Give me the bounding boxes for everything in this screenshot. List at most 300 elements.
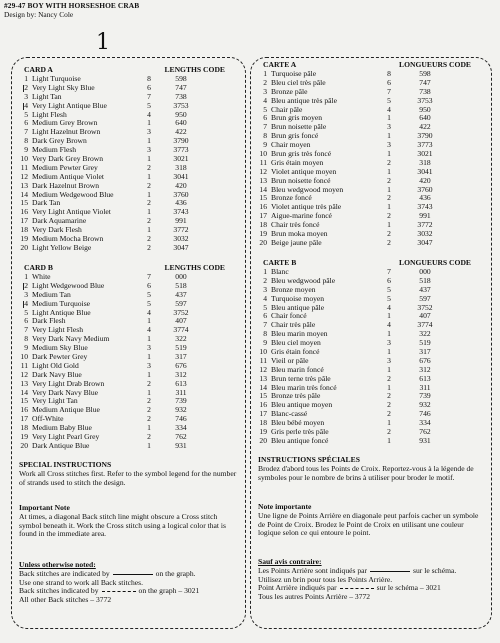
color-code: 3021 bbox=[417, 149, 433, 159]
color-code: 3041 bbox=[173, 171, 189, 181]
length-value: 1 bbox=[147, 423, 151, 433]
color-name: Medium Wedgewood Blue bbox=[32, 189, 114, 199]
row-index: 2 bbox=[263, 77, 267, 87]
color-name: Aigue-marine foncé bbox=[271, 211, 332, 221]
row-index: 3 bbox=[263, 284, 267, 294]
color-name: Bronze très pâle bbox=[271, 391, 321, 401]
row-index: 10 bbox=[20, 352, 28, 362]
color-code: 312 bbox=[175, 369, 187, 379]
row-index: 9 bbox=[24, 145, 28, 155]
row-index: 5 bbox=[24, 307, 28, 317]
row-index: 7 bbox=[24, 127, 28, 137]
color-name: Very Dark Flesh bbox=[32, 225, 82, 235]
length-value: 1 bbox=[387, 382, 391, 392]
length-value: 1 bbox=[387, 113, 391, 123]
row-index: 10 bbox=[259, 347, 267, 357]
length-value: 1 bbox=[147, 189, 151, 199]
solid-line-symbol bbox=[113, 574, 153, 575]
color-name: Beige jaune pâle bbox=[271, 237, 322, 247]
color-name: Light Hazelnut Brown bbox=[32, 127, 101, 137]
row-index: 11 bbox=[20, 162, 28, 172]
row-index: 19 bbox=[20, 234, 28, 244]
color-name: Medium Antique Violet bbox=[32, 171, 104, 181]
length-value: 2 bbox=[147, 432, 151, 442]
color-code: 322 bbox=[175, 334, 187, 344]
color-name: Brun noisette foncé bbox=[271, 175, 331, 185]
length-value: 3 bbox=[387, 140, 391, 150]
color-code: 738 bbox=[419, 86, 431, 96]
color-name: Light Antique Blue bbox=[32, 307, 91, 317]
length-value: 1 bbox=[147, 225, 151, 235]
color-code: 931 bbox=[175, 440, 187, 450]
color-code: 518 bbox=[175, 280, 187, 290]
length-value: 5 bbox=[147, 289, 151, 299]
color-code: 3774 bbox=[417, 320, 433, 330]
row-index: 10 bbox=[20, 154, 28, 164]
length-value: 5 bbox=[147, 298, 151, 308]
color-code: 991 bbox=[419, 211, 431, 221]
row-index: 5 bbox=[24, 109, 28, 119]
length-value: 1 bbox=[147, 440, 151, 450]
color-name: Light Old Gold bbox=[32, 360, 79, 370]
row-index: 18 bbox=[259, 220, 267, 230]
carte-a-section bbox=[257, 60, 485, 248]
margin-mark-icon bbox=[23, 85, 24, 92]
color-code: 422 bbox=[175, 127, 187, 137]
row-index: 15 bbox=[259, 391, 267, 401]
row-index: 1 bbox=[24, 272, 28, 281]
length-value: 3 bbox=[147, 145, 151, 155]
length-value: 2 bbox=[147, 216, 151, 226]
length-value: 3 bbox=[147, 127, 151, 137]
color-name: Medium Flesh bbox=[32, 145, 77, 155]
color-name: Bleu antique très pâle bbox=[271, 95, 338, 105]
carte-b-header bbox=[257, 258, 485, 268]
carte-b-rows bbox=[257, 268, 485, 446]
color-code: 598 bbox=[175, 74, 187, 83]
color-name: Bronze moyen bbox=[271, 284, 316, 294]
color-name: Medium Mocha Brown bbox=[32, 234, 104, 244]
color-code: 3752 bbox=[417, 302, 433, 312]
color-name: Bleu bébé moyen bbox=[271, 418, 325, 428]
length-value: 1 bbox=[387, 311, 391, 321]
margin-mark-icon bbox=[23, 103, 24, 110]
length-value: 1 bbox=[147, 171, 151, 181]
color-code: 437 bbox=[175, 289, 187, 299]
length-value: 5 bbox=[147, 100, 151, 110]
row-index: 4 bbox=[24, 100, 28, 110]
length-value: 1 bbox=[387, 329, 391, 339]
color-code: 3047 bbox=[417, 237, 433, 247]
color-name: Light Wedgewood Blue bbox=[32, 280, 105, 290]
length-value: 1 bbox=[147, 369, 151, 379]
note-importante bbox=[258, 503, 483, 538]
row-index: 9 bbox=[263, 338, 267, 348]
color-code: 747 bbox=[419, 77, 431, 87]
color-code: 3032 bbox=[173, 234, 189, 244]
row-index: 17 bbox=[20, 414, 28, 424]
color-code: 311 bbox=[419, 382, 431, 392]
backstitch-line-2-fr: Utilisez un brin pour tous les Points Arrière. bbox=[258, 574, 393, 584]
color-code: 3752 bbox=[173, 307, 189, 317]
length-value: 1 bbox=[387, 166, 391, 176]
color-code: 932 bbox=[175, 405, 187, 415]
color-name: Violet antique très pâle bbox=[271, 202, 342, 212]
color-name: Bleu antique moyen bbox=[271, 400, 333, 410]
color-name: Dark Tan bbox=[32, 198, 61, 208]
row-index: 15 bbox=[20, 198, 28, 208]
row-index: 5 bbox=[263, 302, 267, 312]
color-code: 318 bbox=[175, 162, 187, 172]
row-index: 1 bbox=[24, 74, 28, 83]
color-name: Medium Turquoise bbox=[32, 298, 91, 308]
color-name: Bleu marin moyen bbox=[271, 329, 328, 339]
length-value: 2 bbox=[147, 198, 151, 208]
length-value: 6 bbox=[147, 280, 151, 290]
color-code: 597 bbox=[175, 298, 187, 308]
color-code: 3753 bbox=[173, 100, 189, 110]
color-code: 318 bbox=[419, 157, 431, 167]
row-index: 18 bbox=[259, 418, 267, 428]
length-value: 2 bbox=[147, 414, 151, 424]
length-value: 1 bbox=[147, 207, 151, 217]
color-name: Off-White bbox=[32, 414, 64, 424]
color-name: Blanc bbox=[271, 267, 289, 276]
special-heading: SPECIAL INSTRUCTIONS bbox=[19, 460, 112, 469]
color-name: Medium Baby Blue bbox=[32, 423, 92, 433]
color-name: Chair foncé bbox=[271, 311, 307, 321]
color-name: Medium Tan bbox=[32, 289, 71, 299]
color-code: 640 bbox=[175, 118, 187, 128]
color-name: Very Light Flesh bbox=[32, 325, 84, 335]
color-name: Very Dark Navy Blue bbox=[32, 387, 99, 397]
row-index: 11 bbox=[259, 355, 267, 365]
carte-a-rows bbox=[257, 70, 485, 248]
length-value: 2 bbox=[387, 237, 391, 247]
length-value: 8 bbox=[387, 69, 391, 78]
color-name: Blanc-cassé bbox=[271, 409, 308, 419]
row-index: 14 bbox=[20, 189, 28, 199]
color-code: 640 bbox=[419, 113, 431, 123]
color-name: Vieil or pâle bbox=[271, 355, 309, 365]
color-name: Bleu ciel très pâle bbox=[271, 77, 326, 87]
length-value: 5 bbox=[387, 95, 391, 105]
special-text: Work all Cross stitches first. Refer to the symbol legend for the number of strands used to stitch the design. bbox=[19, 468, 237, 487]
color-name: Very Dark Grey Brown bbox=[32, 154, 104, 164]
french-panel bbox=[250, 57, 492, 629]
color-name: Bleu antique pâle bbox=[271, 302, 325, 312]
length-value: 7 bbox=[147, 91, 151, 101]
color-code: 613 bbox=[175, 378, 187, 388]
color-code: 3041 bbox=[417, 166, 433, 176]
length-value: 4 bbox=[147, 325, 151, 335]
unless-heading-fr: Sauf avis contraire: bbox=[258, 557, 322, 566]
color-name: Medium Antique Blue bbox=[32, 405, 100, 415]
color-name: Bleu antique foncé bbox=[271, 435, 329, 445]
length-value: 4 bbox=[387, 302, 391, 312]
color-code: 334 bbox=[419, 418, 431, 428]
length-value: 1 bbox=[387, 202, 391, 212]
length-value: 1 bbox=[387, 184, 391, 194]
length-value: 1 bbox=[387, 418, 391, 428]
row-index: 18 bbox=[20, 225, 28, 235]
color-code: 762 bbox=[175, 432, 187, 442]
row-index: 2 bbox=[24, 82, 28, 92]
color-code: 519 bbox=[175, 343, 187, 353]
color-name: Light Tan bbox=[32, 91, 62, 101]
backstitch-line-3-fr: Point Arrière indiqués par sur le schéma – 3021 bbox=[258, 583, 441, 593]
color-code: 3773 bbox=[417, 140, 433, 150]
card-a-columns: LENGTHS CODE bbox=[164, 65, 225, 74]
length-value: 1 bbox=[387, 347, 391, 357]
color-code: 3774 bbox=[173, 325, 189, 335]
carte-a-title: CARTE A bbox=[263, 60, 297, 69]
color-name: Dark Flesh bbox=[32, 316, 66, 326]
color-name: Very Light Sky Blue bbox=[32, 82, 95, 92]
row-index: 15 bbox=[259, 193, 267, 203]
color-code: 676 bbox=[175, 360, 187, 370]
color-name: Medium Pewter Grey bbox=[32, 162, 98, 172]
color-code: 420 bbox=[419, 175, 431, 185]
color-code: 436 bbox=[175, 198, 187, 208]
length-value: 2 bbox=[147, 180, 151, 190]
length-value: 1 bbox=[147, 136, 151, 146]
row-index: 20 bbox=[20, 242, 28, 252]
card-a-title: CARD A bbox=[24, 65, 53, 74]
row-index: 16 bbox=[20, 207, 28, 217]
row-index: 14 bbox=[259, 184, 267, 194]
page-number: 1 bbox=[96, 30, 110, 55]
row-index: 4 bbox=[24, 298, 28, 308]
length-value: 2 bbox=[387, 391, 391, 401]
length-value: 1 bbox=[147, 154, 151, 164]
color-name: Brun gris foncé bbox=[271, 131, 319, 141]
backstitch-line-4: All other Back stitches – 3772 bbox=[19, 595, 112, 605]
color-code: 437 bbox=[419, 284, 431, 294]
color-code: 317 bbox=[419, 347, 431, 357]
length-value: 2 bbox=[387, 373, 391, 383]
length-value: 6 bbox=[387, 275, 391, 285]
color-code: 739 bbox=[419, 391, 431, 401]
length-value: 1 bbox=[387, 149, 391, 159]
length-value: 2 bbox=[147, 234, 151, 244]
length-value: 2 bbox=[147, 396, 151, 406]
color-code: 950 bbox=[419, 104, 431, 114]
color-name: Dark Hazelnut Brown bbox=[32, 180, 100, 190]
row-index: 7 bbox=[263, 122, 267, 132]
card-b-section bbox=[18, 263, 239, 451]
color-name: Chair très foncé bbox=[271, 220, 320, 230]
color-name: Brun gris moyen bbox=[271, 113, 323, 123]
color-name: Gris étain moyen bbox=[271, 157, 324, 167]
length-value: 1 bbox=[387, 435, 391, 445]
row-index: 14 bbox=[259, 382, 267, 392]
color-name: Dark Navy Blue bbox=[32, 369, 82, 379]
color-row bbox=[257, 239, 485, 248]
color-code: 3790 bbox=[417, 131, 433, 141]
length-value: 2 bbox=[387, 193, 391, 203]
row-index: 17 bbox=[259, 211, 267, 221]
color-code: 762 bbox=[419, 427, 431, 437]
length-value: 5 bbox=[387, 284, 391, 294]
card-a-section bbox=[18, 65, 239, 253]
card-b-columns: LENGTHS CODE bbox=[164, 263, 225, 272]
card-b-title: CARD B bbox=[24, 263, 53, 272]
backstitch-line-1: Back stitches are indicated by on the graph. bbox=[19, 568, 196, 578]
row-index: 12 bbox=[20, 171, 28, 181]
designer-credit: Design by: Nancy Cole bbox=[4, 9, 74, 19]
row-index: 6 bbox=[24, 118, 28, 128]
backstitch-line-1-fr: Les Points Arrière sont indiqués par sur le schéma. bbox=[258, 565, 457, 575]
color-name: Bronze foncé bbox=[271, 193, 312, 203]
row-index: 17 bbox=[259, 409, 267, 419]
color-name: Bleu wedgwood pâle bbox=[271, 275, 336, 285]
row-index: 19 bbox=[259, 229, 267, 239]
color-name: Light Turquoise bbox=[32, 74, 81, 83]
card-a-rows bbox=[18, 75, 239, 253]
card-b-header bbox=[18, 263, 239, 273]
row-index: 2 bbox=[24, 280, 28, 290]
row-index: 13 bbox=[259, 373, 267, 383]
length-value: 3 bbox=[387, 122, 391, 132]
row-index: 20 bbox=[259, 237, 267, 247]
color-code: 312 bbox=[419, 364, 431, 374]
margin-mark-icon bbox=[23, 301, 24, 308]
color-code: 3760 bbox=[417, 184, 433, 194]
color-code: 000 bbox=[175, 272, 187, 281]
length-value: 4 bbox=[387, 320, 391, 330]
unless-heading: Unless otherwise noted: bbox=[19, 560, 96, 569]
backstitch-line-2: Use one strand to work all Back stitches. bbox=[19, 577, 144, 587]
row-index: 13 bbox=[20, 180, 28, 190]
color-code: 991 bbox=[175, 216, 187, 226]
row-index: 12 bbox=[259, 166, 267, 176]
row-index: 8 bbox=[24, 334, 28, 344]
dashed-line-symbol bbox=[102, 591, 136, 592]
color-code: 518 bbox=[419, 275, 431, 285]
row-index: 12 bbox=[259, 364, 267, 374]
color-name: Very Light Pearl Grey bbox=[32, 432, 100, 442]
row-index: 13 bbox=[20, 378, 28, 388]
header bbox=[4, 2, 139, 19]
color-code: 747 bbox=[175, 82, 187, 92]
length-value: 2 bbox=[147, 405, 151, 415]
length-value: 3 bbox=[387, 338, 391, 348]
carte-b-columns: LONGUEURS CODE bbox=[399, 258, 471, 267]
length-value: 1 bbox=[387, 364, 391, 374]
dashed-line-symbol bbox=[340, 588, 374, 589]
important-text-fr: Une ligne de Points Arrière en diagonale peut parfois cacher un symbole de Point de Croix. Brodez le Point de Croix en utilisant une couleur logique selon ce qui entoure le point. bbox=[258, 510, 479, 538]
color-code: 613 bbox=[419, 373, 431, 383]
length-value: 6 bbox=[387, 77, 391, 87]
unless-noted bbox=[19, 561, 237, 605]
english-panel bbox=[11, 57, 246, 629]
color-name: Turquoise moyen bbox=[271, 293, 325, 303]
color-name: Brun moka moyen bbox=[271, 229, 328, 239]
row-index: 2 bbox=[263, 275, 267, 285]
color-code: 738 bbox=[175, 91, 187, 101]
color-code: 3772 bbox=[417, 220, 433, 230]
row-index: 8 bbox=[263, 131, 267, 141]
color-code: 3760 bbox=[173, 189, 189, 199]
color-code: 597 bbox=[419, 293, 431, 303]
color-name: Gris étain foncé bbox=[271, 347, 320, 357]
carte-b-title: CARTE B bbox=[263, 258, 297, 267]
color-name: Dark Aquamarine bbox=[32, 216, 87, 226]
color-code: 407 bbox=[419, 311, 431, 321]
color-name: Light Yellow Beige bbox=[32, 242, 92, 252]
color-code: 3743 bbox=[417, 202, 433, 212]
row-index: 3 bbox=[24, 91, 28, 101]
color-code: 317 bbox=[175, 352, 187, 362]
carte-b-section bbox=[257, 258, 485, 446]
row-index: 20 bbox=[259, 435, 267, 445]
color-name: Dark Antique Blue bbox=[32, 440, 90, 450]
color-name: Dark Pewter Grey bbox=[32, 352, 88, 362]
important-note bbox=[19, 504, 237, 539]
length-value: 7 bbox=[387, 86, 391, 96]
color-name: Very Light Drab Brown bbox=[32, 378, 105, 388]
color-code: 3743 bbox=[173, 207, 189, 217]
length-value: 2 bbox=[147, 378, 151, 388]
length-value: 4 bbox=[387, 104, 391, 114]
row-index: 19 bbox=[20, 432, 28, 442]
color-row bbox=[18, 244, 239, 253]
row-index: 8 bbox=[263, 329, 267, 339]
length-value: 2 bbox=[387, 175, 391, 185]
special-instructions bbox=[19, 461, 237, 487]
row-index: 14 bbox=[20, 387, 28, 397]
row-index: 1 bbox=[263, 69, 267, 78]
color-code: 739 bbox=[175, 396, 187, 406]
length-value: 6 bbox=[147, 82, 151, 92]
length-value: 2 bbox=[387, 157, 391, 167]
length-value: 2 bbox=[387, 409, 391, 419]
row-index: 7 bbox=[24, 325, 28, 335]
color-code: 334 bbox=[175, 423, 187, 433]
color-name: Brun gris très foncé bbox=[271, 149, 332, 159]
length-value: 7 bbox=[387, 267, 391, 276]
color-name: Bronze pâle bbox=[271, 86, 308, 96]
color-code: 746 bbox=[175, 414, 187, 424]
special-heading-fr: INSTRUCTIONS SPÉCIALES bbox=[258, 455, 360, 464]
color-name: Chair très pâle bbox=[271, 320, 316, 330]
row-index: 3 bbox=[24, 289, 28, 299]
color-code: 598 bbox=[419, 69, 431, 78]
length-value: 1 bbox=[147, 118, 151, 128]
backstitch-line-3: Back stitches indicated by on the graph – 3021 bbox=[19, 586, 200, 596]
row-index: 10 bbox=[259, 149, 267, 159]
margin-mark-icon bbox=[23, 283, 24, 290]
length-value: 2 bbox=[387, 229, 391, 239]
color-code: 436 bbox=[419, 193, 431, 203]
row-index: 20 bbox=[20, 440, 28, 450]
row-index: 11 bbox=[20, 360, 28, 370]
row-index: 18 bbox=[20, 423, 28, 433]
pattern-title: #29-47 BOY WITH HORSESHOE CRAB bbox=[4, 1, 140, 10]
row-index: 6 bbox=[263, 311, 267, 321]
important-heading-fr: Note importante bbox=[258, 502, 312, 511]
color-name: Bleu marin très foncé bbox=[271, 382, 337, 392]
color-name: Chair pâle bbox=[271, 104, 303, 114]
sauf-avis-contraire bbox=[258, 558, 483, 602]
row-index: 9 bbox=[263, 140, 267, 150]
color-name: Very Light Tan bbox=[32, 396, 78, 406]
color-code: 420 bbox=[175, 180, 187, 190]
length-value: 2 bbox=[387, 400, 391, 410]
color-name: Light Flesh bbox=[32, 109, 67, 119]
row-index: 4 bbox=[263, 293, 267, 303]
